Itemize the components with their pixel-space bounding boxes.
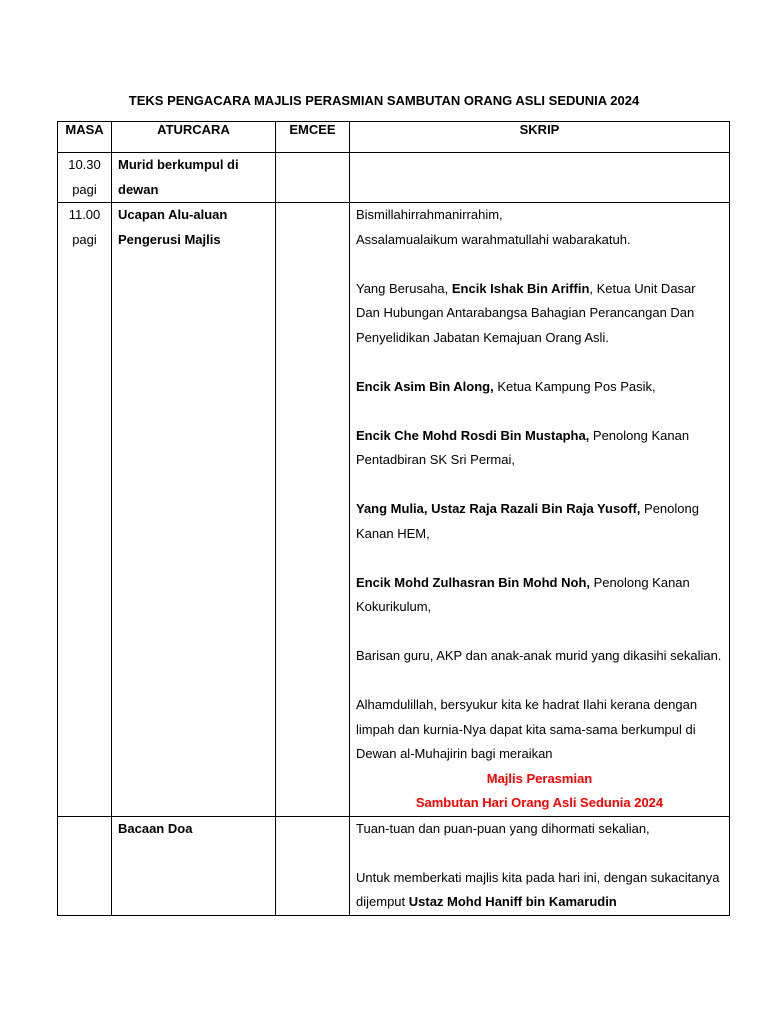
skrip-paragraph: Barisan guru, AKP dan anak-anak murid yang dikasihi sekalian. [356, 648, 722, 663]
skrip-text: Penolong Kanan Kokurikulum, [356, 574, 690, 614]
skrip-text: Untuk memberkati majlis kita pada hari ini, dengan sukacitanya dijemput [356, 869, 720, 909]
skrip-text: Ketua Kampung Pos Pasik, [493, 378, 656, 394]
table-header-row [58, 122, 730, 153]
skrip-paragraph: Alhamdulillah, bersyukur kita ke hadrat Ilahi kerana dengan limpah dan kurnia-Nya dapat kita sama-sama berkumpul di Dewan al-Muhajirin bagi meraikan [356, 697, 698, 761]
skrip-cell [350, 816, 730, 915]
guest-name: Encik Asim Bin Along, [356, 378, 494, 394]
aturcara-cell: Bacaan Doa [112, 816, 276, 915]
masa-cell [58, 153, 112, 203]
document-title: TEKS PENGACARA MAJLIS PERASMIAN SAMBUTAN ORANG ASLI SEDUNIA 2024 [128, 93, 640, 108]
emcee-cell [276, 816, 350, 915]
masa-time: 11.00 [68, 207, 101, 222]
header-emcee: EMCEE [276, 122, 350, 153]
skrip-paragraph [356, 277, 723, 351]
guest-name: Encik Ishak Bin Ariffin [451, 280, 590, 296]
skrip-paragraph [356, 866, 723, 915]
guest-name: Encik Che Mohd Rosdi Bin Mustapha, [356, 427, 590, 443]
guest-name: Ustaz Mohd Haniff bin Kamarudin [408, 894, 617, 909]
skrip-cell [350, 203, 730, 817]
skrip-paragraph [356, 375, 723, 400]
guest-name: Encik Mohd Zulhasran Bin Mohd Noh, [356, 574, 590, 590]
aturcara-cell [112, 203, 276, 817]
skrip-text: Penolong Kanan HEM, [356, 501, 699, 541]
skrip-paragraph [356, 497, 723, 546]
event-name-highlight: Sambutan Hari Orang Asli Sedunia 2024 [415, 795, 664, 810]
skrip-paragraph: Assalamualaikum warahmatullahi wabarakatuh. [356, 231, 631, 247]
masa-cell [58, 816, 112, 915]
masa-period: pagi [72, 181, 97, 197]
masa-cell [58, 203, 112, 817]
skrip-paragraph [356, 424, 723, 473]
skrip-text: , Ketua Unit Dasar Dan Hubungan Antarabangsa Bahagian Perancangan Dan Penyelidikan Jabatan Kemajuan Orang Asli. [356, 280, 696, 345]
header-skrip: SKRIP [350, 122, 730, 153]
table-row [58, 816, 730, 915]
masa-time: 10.30 [68, 157, 101, 172]
header-aturcara: ATURCARA [112, 122, 276, 153]
emcee-cell [276, 153, 350, 203]
table-row [58, 153, 730, 203]
skrip-cell [350, 153, 730, 203]
event-name-highlight: Majlis Perasmian [486, 770, 593, 786]
aturcara-line: Ucapan Alu-aluan [118, 207, 228, 222]
skrip-text: Yang Berusaha, [356, 280, 452, 296]
program-script-table [57, 121, 730, 916]
skrip-paragraph: Bismillahirrahmanirrahim, [356, 207, 503, 222]
header-masa: MASA [58, 122, 112, 153]
aturcara-cell [112, 153, 276, 203]
skrip-paragraph: Tuan-tuan dan puan-puan yang dihormati sekalian, [356, 820, 650, 836]
aturcara-line: dewan [118, 181, 159, 197]
aturcara-line: Murid berkumpul di [118, 157, 239, 172]
emcee-cell [276, 203, 350, 817]
aturcara-line: Pengerusi Majlis [118, 231, 221, 247]
masa-period: pagi [72, 231, 97, 247]
table-row [58, 203, 730, 817]
skrip-text: Penolong Kanan Pentadbiran SK Sri Permai, [356, 427, 690, 467]
guest-name: Yang Mulia, Ustaz Raja Razali Bin Raja Yusoff, [356, 501, 641, 516]
skrip-paragraph [356, 571, 723, 620]
